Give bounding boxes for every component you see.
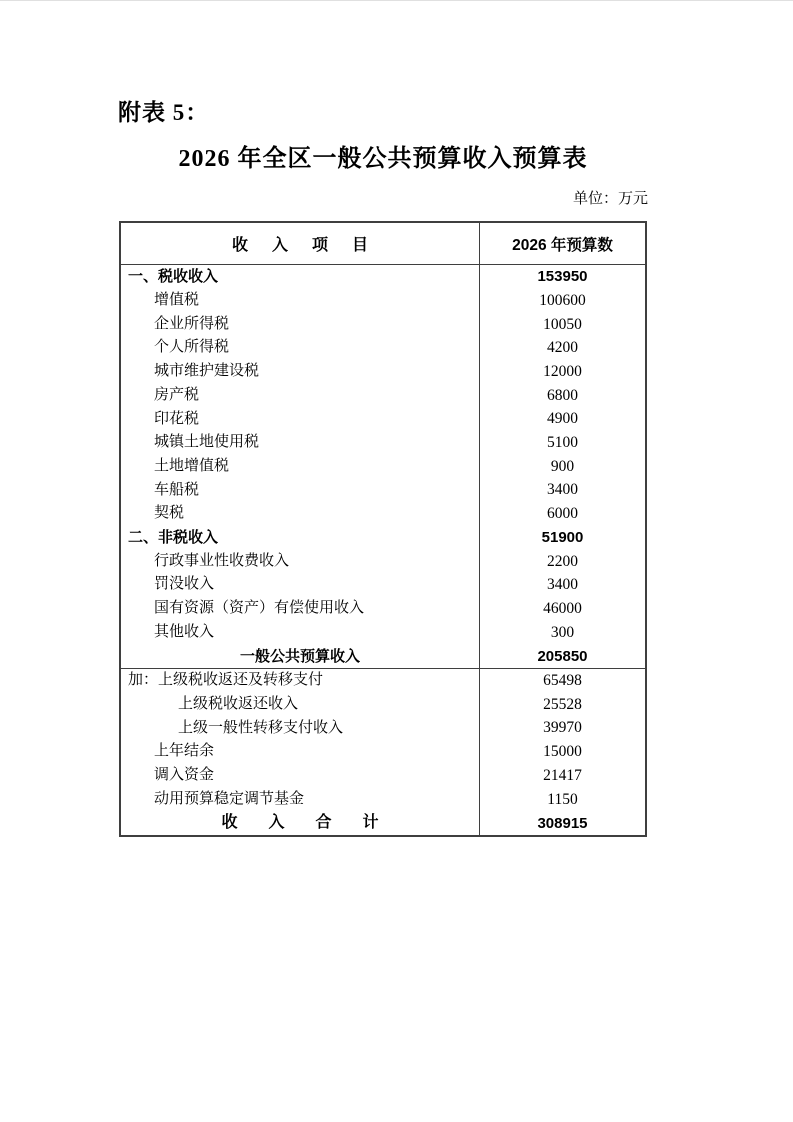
row-label: 行政事业性收费收入 (121, 549, 480, 573)
row-label: 收入合计 (121, 811, 480, 835)
row-label: 加：上级税收返还及转移支付 (121, 669, 480, 693)
row-label: 动用预算稳定调节基金 (121, 787, 480, 811)
row-value: 51900 (541, 529, 584, 547)
row-value: 2200 (547, 552, 578, 570)
row-value: 10050 (543, 315, 582, 333)
row-label: 罚没收入 (121, 573, 480, 597)
row-value: 39970 (543, 719, 582, 737)
table-row (121, 431, 645, 455)
table-row (121, 478, 645, 502)
row-label: 一般公共预算收入 (121, 644, 480, 668)
row-value: 46000 (543, 599, 582, 617)
table-row (121, 455, 645, 479)
budget-table (119, 221, 647, 837)
row-value: 25528 (543, 695, 582, 713)
table-row (121, 693, 645, 717)
row-label: 上级一般性转移支付收入 (121, 716, 480, 740)
row-label: 印花税 (121, 407, 480, 431)
row-value: 3400 (547, 576, 578, 594)
row-value: 205850 (537, 647, 588, 665)
table-row (121, 669, 645, 693)
table-row (121, 811, 645, 835)
header-value-column: 2026 年预算数 (512, 236, 613, 254)
row-value: 4200 (547, 339, 578, 357)
table-row (121, 312, 645, 336)
table-body (121, 265, 645, 835)
row-label: 契税 (121, 502, 480, 526)
table-row (121, 644, 645, 669)
row-label: 上级税收返还收入 (121, 693, 480, 717)
table-row (121, 289, 645, 313)
row-value: 6000 (547, 505, 578, 523)
row-label: 房产税 (121, 384, 480, 408)
row-label: 增值税 (121, 289, 480, 313)
page-top-edge (0, 0, 793, 1)
table-row (121, 597, 645, 621)
row-label: 土地增值税 (121, 455, 480, 479)
table-row (121, 502, 645, 526)
row-value: 100600 (539, 291, 586, 309)
row-label: 其他收入 (121, 621, 480, 645)
table-header-row (121, 223, 645, 265)
table-row (121, 621, 645, 645)
table-row (121, 407, 645, 431)
unit-label: 单位：万元 (572, 191, 648, 207)
row-value: 4900 (547, 410, 578, 428)
row-value: 12000 (543, 362, 582, 380)
row-value: 153950 (537, 268, 588, 286)
table-row (121, 787, 645, 811)
row-value: 5100 (547, 434, 578, 452)
row-value: 3400 (547, 481, 578, 499)
row-label: 企业所得税 (121, 312, 480, 336)
row-value: 65498 (543, 672, 582, 690)
table-row (121, 549, 645, 573)
row-label: 城市维护建设税 (121, 360, 480, 384)
row-label: 二、非税收入 (121, 526, 480, 550)
row-label: 车船税 (121, 478, 480, 502)
row-value: 6800 (547, 386, 578, 404)
page-title: 2026 年全区一般公共预算收入预算表 (178, 146, 588, 172)
row-label: 城镇土地使用税 (121, 431, 480, 455)
attachment-label: 附表 5： (118, 100, 210, 125)
row-label: 上年结余 (121, 740, 480, 764)
row-value: 1150 (547, 790, 578, 808)
row-label: 国有资源（资产）有偿使用收入 (121, 597, 480, 621)
table-row (121, 716, 645, 740)
table-row (121, 740, 645, 764)
row-label: 一、税收收入 (121, 265, 480, 289)
table-row (121, 526, 645, 550)
row-value: 900 (550, 457, 575, 475)
row-label: 调入资金 (121, 764, 480, 788)
table-row (121, 573, 645, 597)
table-row (121, 360, 645, 384)
table-row (121, 265, 645, 289)
row-label: 个人所得税 (121, 336, 480, 360)
table-row (121, 336, 645, 360)
row-value: 21417 (543, 766, 582, 784)
header-item-column: 收入项目 (121, 223, 480, 264)
table-row (121, 384, 645, 408)
row-value: 15000 (543, 743, 582, 761)
table-row (121, 764, 645, 788)
row-value: 308915 (537, 814, 588, 832)
row-value: 300 (550, 623, 575, 641)
